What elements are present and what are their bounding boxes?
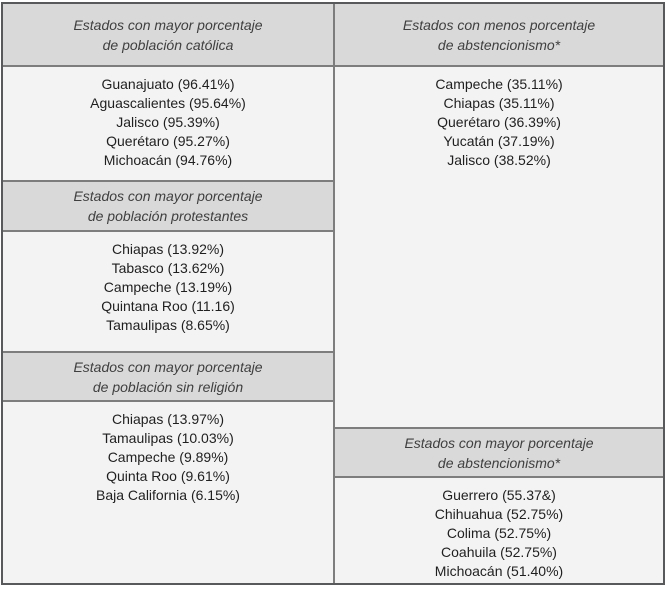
list-item: Quinta Roo (9.61%): [106, 468, 230, 484]
list-item: Querétaro (95.27%): [106, 133, 230, 149]
list-item: Campeche (13.19%): [103, 279, 233, 295]
list-item: Jalisco (38.52%): [447, 152, 551, 168]
list-item: Tamaulipas (10.03%): [102, 430, 234, 446]
list-item: Chihuahua (52.75%): [434, 506, 564, 522]
list-item: Baja California (6.15%): [96, 487, 240, 503]
right-column: [335, 4, 663, 583]
list-item: Jalisco (95.39%): [116, 114, 220, 130]
header-poblacion-catolica: [3, 4, 333, 67]
list-item: Colima (52.75%): [446, 525, 552, 541]
header-line: de población protestantes: [87, 208, 249, 224]
list-item: Tamaulipas (8.65%): [106, 317, 230, 333]
list-item: Yucatán (37.19%): [443, 133, 555, 149]
header-mayor-abstencionismo: [335, 427, 663, 478]
header-line: Estados con menos porcentaje: [402, 16, 596, 33]
header-menos-abstencionismo: [335, 4, 663, 67]
list-poblacion-sin-religion: [3, 402, 333, 583]
list-item: Chiapas (13.97%): [111, 411, 225, 427]
list-item: Quintana Roo (11.16): [101, 298, 235, 314]
list-mayor-abstencionismo: [335, 478, 663, 583]
list-item: Campeche (35.11%): [435, 76, 563, 92]
left-column: [3, 4, 335, 583]
header-line: Estados con mayor porcentaje: [73, 358, 263, 375]
header-line: de abstencionismo*: [437, 36, 561, 53]
list-poblacion-protestantes: [3, 232, 333, 351]
list-item: Tabasco (13.62%): [111, 260, 225, 276]
header-line: Estados con mayor porcentaje: [73, 188, 263, 204]
list-item: Chiapas (35.11%): [443, 95, 555, 111]
list-item: Michoacán (51.40%): [434, 563, 564, 579]
header-poblacion-protestantes: [3, 180, 333, 232]
list-poblacion-catolica: [3, 67, 333, 180]
list-item: Guerrero (55.37&): [442, 487, 556, 503]
header-line: de abstencionismo*: [437, 454, 561, 471]
header-line: de población católica: [102, 36, 234, 53]
list-item: Campeche (9.89%): [107, 449, 229, 465]
states-comparison-table: [1, 2, 665, 585]
header-line: de población sin religión: [92, 378, 244, 395]
list-item: Guanajuato (96.41%): [101, 76, 235, 92]
list-item: Chiapas (13.92%): [111, 241, 225, 257]
header-line: Estados con mayor porcentaje: [404, 434, 594, 451]
header-poblacion-sin-religion: [3, 351, 333, 402]
list-item: Aguascalientes (95.64%): [90, 95, 246, 111]
header-line: Estados con mayor porcentaje: [73, 16, 263, 33]
list-item: Coahuila (52.75%): [441, 544, 557, 560]
list-item: Michoacán (94.76%): [103, 152, 233, 168]
list-item: Querétaro (36.39%): [437, 114, 561, 130]
list-menos-abstencionismo: [335, 67, 663, 427]
